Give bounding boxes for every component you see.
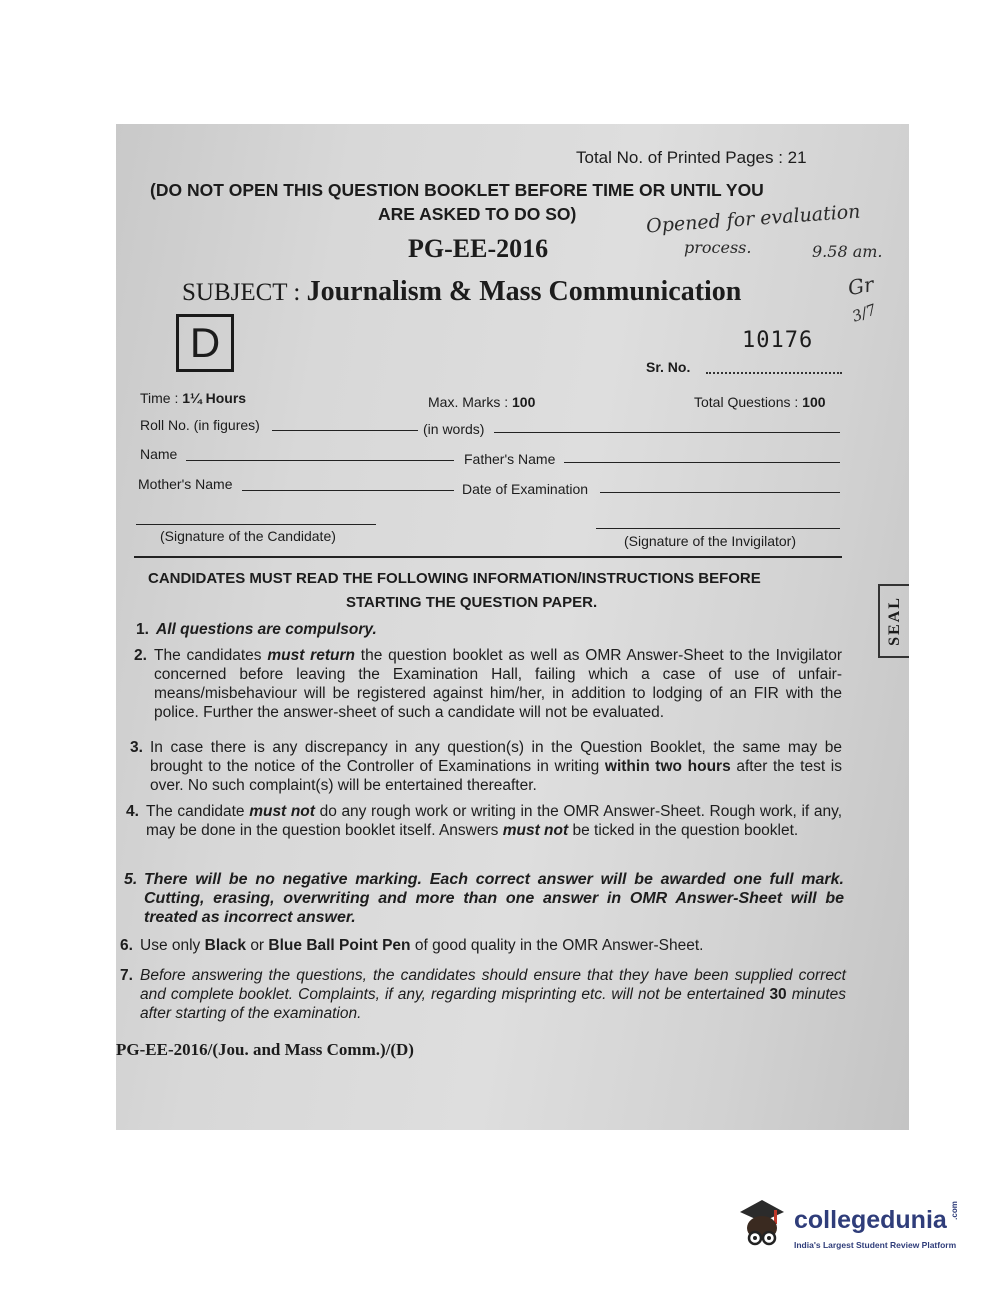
handwritten-note-line-1: Opened for evaluation xyxy=(645,200,862,238)
instruction-2: 2. The candidates must return the question booklet as well as OMR Answer-Sheet to the Invigilator concerned before leaving the Examination Hall, failing which a case of use of unfair-means/misbehaviour will be registered against him/her, in addition to lodging of an FIR with the police. Further the answer-sheet of such a candidate will not be evaluated. xyxy=(134,647,843,721)
section-divider xyxy=(134,556,842,558)
mothers-name-label: Mother's Name xyxy=(138,476,233,492)
invigilator-signature-line xyxy=(596,528,840,529)
date-of-exam-label: Date of Examination xyxy=(462,481,589,497)
seal-stamp: SEAL xyxy=(878,584,909,658)
max-marks-field: Max. Marks : 100 xyxy=(428,394,536,410)
total-pages: Total No. of Printed Pages : 21 xyxy=(576,148,807,167)
warning-line-2: ARE ASKED TO DO SO) xyxy=(378,204,577,224)
subject-label: SUBJECT : xyxy=(182,279,301,306)
booklet-series-letter: D xyxy=(189,319,221,366)
footer-code: PG-EE-2016/(Jou. and Mass Comm.)/(D) xyxy=(116,1040,414,1059)
mothers-name-line xyxy=(242,490,454,491)
instruction-3: 3. In case there is any discrepancy in any question(s) in the Question Booklet, the same may be brought to the notice of the Controller of Examinations in writing within two hours after the test is over. No such complaint(s) will be entertained thereafter. xyxy=(130,739,842,794)
instruction-1: 1. All questions are compulsory. xyxy=(136,621,377,638)
brand-watermark xyxy=(736,1196,968,1260)
roll-number-label: Roll No. (in figures) xyxy=(140,417,260,433)
instruction-4: 4. The candidate must not do any rough work or writing in the OMR Answer-Sheet. Rough work, if any, may be done in the question booklet itself. Answers must not be ticked in the question booklet. xyxy=(126,803,842,839)
question-booklet-cover xyxy=(116,124,909,1130)
serial-number-dots xyxy=(706,372,842,374)
instruction-5: 5. There will be no negative marking. Each correct answer will be awarded one full mark. Cutting, erasing, overwriting and more than one answer in OMR Answer-Sheet will be treated as incorrect answer. xyxy=(124,871,844,926)
roll-number-words-line xyxy=(494,432,840,433)
name-line xyxy=(186,460,454,461)
handwritten-note-line-2: process. xyxy=(684,238,752,257)
handwritten-date: 3/7 xyxy=(849,300,879,326)
instructions-heading-line-1: CANDIDATES MUST READ THE FOLLOWING INFORMATION/INSTRUCTIONS BEFORE xyxy=(148,570,761,587)
brand-name: collegedunia .com xyxy=(794,1201,959,1234)
fathers-name-label: Father's Name xyxy=(464,451,556,467)
candidate-signature-label: (Signature of the Candidate) xyxy=(160,528,336,544)
candidate-signature-line xyxy=(136,524,376,525)
time-field: Time : 1¼ Hours xyxy=(140,390,247,406)
brand-mascot-icon xyxy=(736,1196,790,1256)
name-label: Name xyxy=(140,446,178,462)
invigilator-signature-label: (Signature of the Invigilator) xyxy=(624,533,796,549)
serial-number-value: 10176 xyxy=(742,328,814,353)
subject-value: Journalism & Mass Communication xyxy=(306,276,742,307)
roll-number-figures-line xyxy=(272,430,418,431)
fathers-name-line xyxy=(564,462,840,463)
exam-code: PG-EE-2016 xyxy=(408,234,549,263)
warning-line-1: (DO NOT OPEN THIS QUESTION BOOKLET BEFORE TIME OR UNTIL YOU xyxy=(150,180,764,200)
handwritten-time: 9.58 am. xyxy=(812,242,883,261)
date-of-exam-line xyxy=(600,492,840,493)
booklet-series-box xyxy=(176,314,234,372)
instruction-6: 6. Use only Black or Blue Ball Point Pen of good quality in the OMR Answer-Sheet. xyxy=(120,937,704,954)
handwritten-initials: Gr xyxy=(846,271,876,301)
total-questions-field: Total Questions : 100 xyxy=(694,394,826,410)
instructions-heading-line-2: STARTING THE QUESTION PAPER. xyxy=(346,594,598,611)
brand-tagline: India's Largest Student Review Platform xyxy=(794,1240,957,1250)
subject-line xyxy=(182,276,741,308)
instruction-7: 7. Before answering the questions, the candidates should ensure that they have been supplied correct and complete booklet. Complaints, if any, regarding misprinting etc. will not be entertained 30 minutes after starting of the examination. xyxy=(120,967,846,1022)
serial-number-label: Sr. No. xyxy=(646,359,691,375)
roll-number-words-label: (in words) xyxy=(423,421,485,437)
